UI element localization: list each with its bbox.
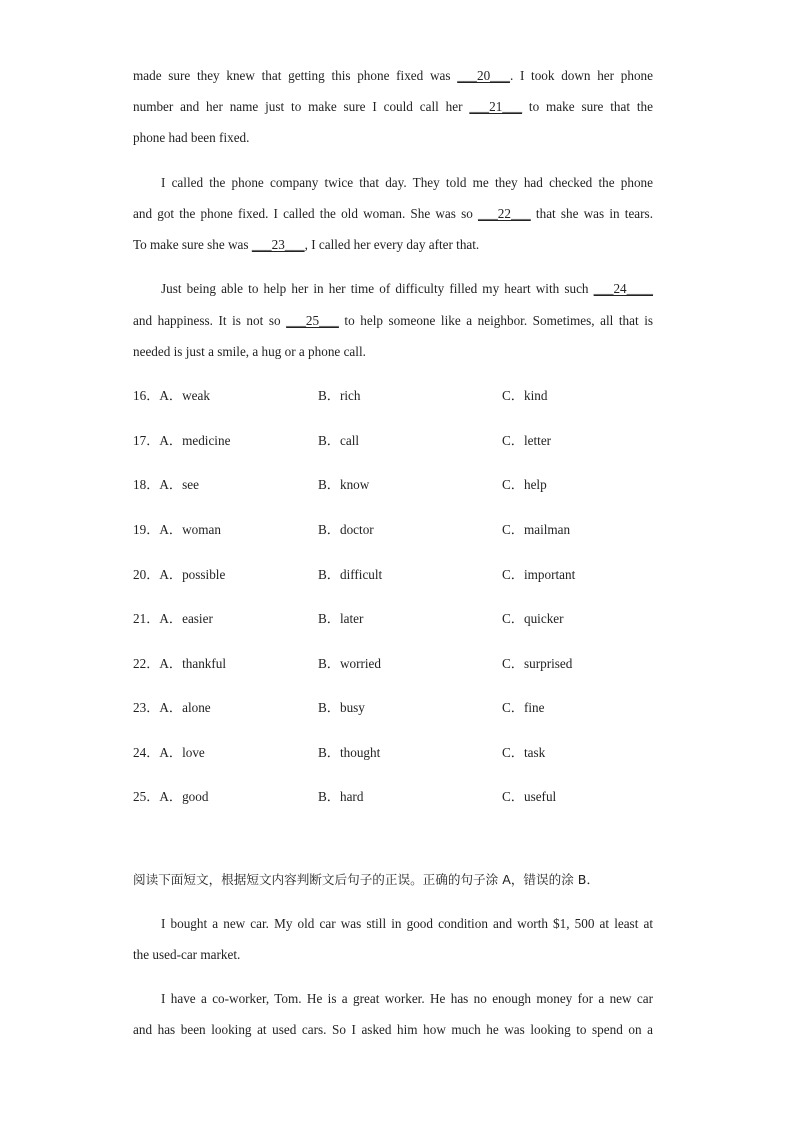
question-16 [133,387,693,405]
passage-line-1 [133,67,653,85]
question-number: 17． [133,433,160,448]
option-a-text: A．woman [159,522,221,537]
question-option-b[interactable]: B．difficult [318,567,383,582]
option-a-text: A．good [159,789,209,804]
passage-line-8 [133,312,653,330]
passage-line-9 [133,343,653,361]
question-option-a[interactable] [133,432,230,450]
question-25 [133,788,693,806]
text-segment: needed is just a smile, a hug or a phone call. [133,344,366,359]
blank-25: ___25___ [286,313,339,328]
question-option-b[interactable]: B．later [318,611,364,626]
section-instruction: 阅读下面短文，根据短文内容判断文后句子的正误。正确的句子涂 A，错误的涂 B． [133,872,600,887]
question-option-c[interactable]: C．surprised [502,656,573,671]
question-17 [133,432,693,450]
option-a-text: A．alone [159,700,211,715]
question-option-c[interactable]: C．important [502,567,576,582]
question-option-c[interactable]: C．help [502,477,547,492]
passage-line-7 [161,280,653,298]
question-19 [133,521,693,539]
question-option-a[interactable] [133,566,225,584]
option-a-text: A．see [159,477,199,492]
question-option-c[interactable]: C．kind [502,388,548,403]
blank-23: ___23___ [251,237,305,252]
passage2-line-3: I have a co-worker, Tom. He is a great worker. He has no enough money for a new car [161,991,653,1006]
question-24 [133,744,693,762]
passage2-line-2: the used-car market. [133,947,241,962]
option-a-text: A．weak [159,388,210,403]
question-number: 25． [133,789,160,804]
question-option-b[interactable]: B．worried [318,656,381,671]
question-number: 18． [133,477,160,492]
question-18 [133,476,693,494]
question-option-b[interactable]: B．busy [318,700,365,715]
question-option-a[interactable] [133,788,208,806]
text-segment: I called the phone company twice that day. They told me they had checked the phone [161,175,653,190]
question-option-c[interactable]: C．task [502,745,546,760]
text-segment: phone had been fixed. [133,130,250,145]
text-segment: made sure they knew that getting this phone fixed was [133,68,458,83]
question-option-a[interactable] [133,387,210,405]
question-option-c[interactable]: C．letter [502,433,552,448]
question-23 [133,699,693,717]
question-20 [133,566,693,584]
question-option-a[interactable] [133,476,199,494]
passage-line-5 [133,205,653,223]
blank-24: ___24____ [593,281,653,296]
question-option-c[interactable]: C．mailman [502,522,571,537]
blank-22: ___22___ [478,206,531,221]
text-segment: that she was in tears. [530,206,653,221]
passage-line-2 [133,98,653,116]
text-segment: . I took down her phone [509,68,653,83]
blank-21: ___21___ [469,99,523,114]
blank-20: ___20___ [457,68,510,83]
text-segment: , I called her every day after that. [304,237,480,252]
question-option-b[interactable]: B．doctor [318,522,374,537]
question-option-a[interactable] [133,744,205,762]
passage-line-3 [133,129,653,147]
question-number: 19． [133,522,160,537]
option-a-text: A．easier [159,611,213,626]
option-a-text: A．possible [159,567,226,582]
question-option-c[interactable]: C．quicker [502,611,564,626]
question-number: 16． [133,388,160,403]
text-segment: and happiness. It is not so [133,313,287,328]
text-segment: to help someone like a neighbor. Sometimes, all that is [338,313,654,328]
question-number: 23． [133,700,160,715]
question-option-b[interactable]: B．know [318,477,370,492]
question-22 [133,655,693,673]
passage-line-4 [161,174,653,192]
text-segment: Just being able to help her in her time of difficulty filled my heart with such [161,281,594,296]
question-option-b[interactable]: B．hard [318,789,364,804]
question-number: 24． [133,745,160,760]
question-option-a[interactable] [133,521,221,539]
text-segment: to make sure that the [522,99,654,114]
question-option-b[interactable]: B．call [318,433,360,448]
question-option-c[interactable]: C．useful [502,789,557,804]
question-number: 20． [133,567,160,582]
question-number: 22． [133,656,160,671]
question-option-a[interactable] [133,610,213,628]
question-option-c[interactable]: C．fine [502,700,545,715]
option-a-text: A．love [159,745,205,760]
option-a-text: A．medicine [159,433,231,448]
question-option-a[interactable] [133,655,226,673]
passage2-line-4: and has been looking at used cars. So I asked him how much he was looking to spend on a [133,1022,653,1037]
passage-line-6 [133,236,653,254]
text-segment: and got the phone fixed. I called the old woman. She was so [133,206,478,221]
text-segment: To make sure she was [133,237,252,252]
question-option-a[interactable] [133,699,211,717]
option-a-text: A．thankful [159,656,227,671]
question-21 [133,610,693,628]
question-option-b[interactable]: B．rich [318,388,361,403]
passage2-line-1: I bought a new car. My old car was still in good condition and worth $1, 500 at least at [161,916,653,931]
question-option-b[interactable]: B．thought [318,745,381,760]
text-segment: number and her name just to make sure I could call her [133,99,470,114]
question-number: 21． [133,611,160,626]
